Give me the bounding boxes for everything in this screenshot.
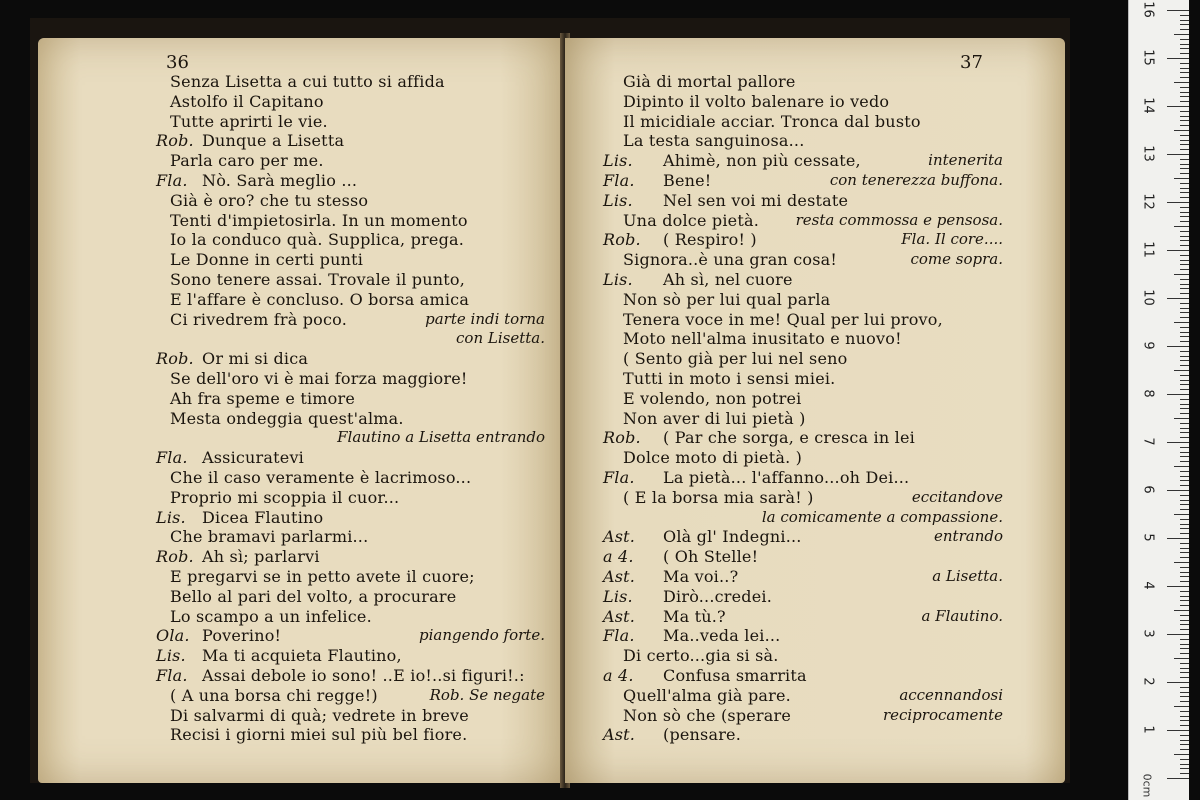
ruler-tick	[1180, 456, 1189, 457]
ruler-tick	[1174, 274, 1189, 275]
ruler-tick	[1180, 423, 1189, 424]
ruler-tick	[1180, 740, 1189, 741]
ruler-tick	[1167, 394, 1189, 395]
ruler-number: 14	[1140, 97, 1156, 114]
verse-line: Ahimè, non più cessate,	[663, 151, 861, 171]
ruler-tick	[1180, 365, 1189, 366]
verse-line: Ah sì, nel cuore	[663, 270, 793, 289]
ruler-tick	[1180, 245, 1189, 246]
ruler-number: 1	[1140, 725, 1156, 734]
stage-direction: resta commossa e pensosa.	[795, 210, 1003, 229]
speaker-label: Rob.	[156, 547, 194, 567]
speaker-label: Lis.	[603, 270, 633, 289]
right-page-number: 37	[960, 52, 983, 73]
ruler-number: 10	[1140, 289, 1156, 306]
ruler-tick	[1180, 437, 1189, 438]
ruler-tick	[1180, 480, 1189, 481]
speaker-label: Lis.	[603, 586, 633, 606]
ruler-tick	[1180, 279, 1189, 280]
speaker-label: Rob.	[156, 349, 194, 369]
ruler-tick	[1180, 413, 1189, 414]
verse-line: Tutti in moto i sensi miei.	[623, 369, 836, 388]
verse-line: ( E la borsa mia sarà! )	[623, 487, 814, 507]
verse-line: Poverino!	[202, 626, 282, 646]
ruler-tick	[1180, 24, 1189, 25]
speaker-label: Ast.	[603, 527, 636, 547]
ruler-tick	[1180, 284, 1189, 285]
verse-line: ( Sento già per lui nel seno	[623, 349, 848, 369]
ruler-tick	[1180, 269, 1189, 270]
ruler-tick	[1167, 250, 1189, 251]
ruler-tick	[1180, 701, 1189, 702]
ruler-tick	[1180, 68, 1189, 69]
ruler-tick	[1167, 730, 1189, 731]
ruler-tick	[1180, 356, 1189, 357]
ruler-tick	[1167, 202, 1189, 203]
ruler-tick	[1180, 615, 1189, 616]
verse-line: Già è oro? che tu stesso	[170, 190, 369, 210]
ruler-tick	[1167, 154, 1189, 155]
ruler-tick	[1180, 581, 1189, 582]
speaker-label: Fla.	[603, 626, 635, 646]
verse-line: Olà gl' Indegni...	[663, 527, 802, 547]
verse-line: Senza Lisetta a cui tutto si affida	[170, 72, 445, 91]
ruler-tick	[1180, 63, 1189, 64]
stage-direction: Rob. Se negate	[429, 685, 545, 704]
ruler-tick	[1180, 135, 1189, 136]
verse-line: Ah sì; parlarvi	[202, 547, 320, 567]
verse-line: Bene!	[663, 171, 712, 190]
ruler-number: 11	[1140, 241, 1156, 258]
ruler-tick	[1180, 92, 1189, 93]
ruler-tick	[1180, 404, 1189, 405]
ruler-tick	[1180, 87, 1189, 88]
ruler-tick	[1180, 384, 1189, 385]
verse-line: Il micidiale acciar. Tronca dal busto	[623, 111, 921, 131]
ruler-tick	[1180, 668, 1189, 669]
ruler-tick	[1180, 500, 1189, 501]
ruler-tick	[1180, 116, 1189, 117]
measuring-ruler	[1128, 0, 1189, 800]
ruler-number: 3	[1140, 629, 1156, 638]
verse-line: ( Respiro! )	[663, 230, 757, 250]
ruler-tick	[1180, 140, 1189, 141]
ruler-tick	[1180, 495, 1189, 496]
speaker-label: Lis.	[156, 646, 186, 666]
speaker-label: Ola.	[156, 626, 190, 646]
ruler-tick	[1180, 48, 1189, 49]
ruler-number: 8	[1140, 389, 1156, 398]
ruler-tick	[1180, 677, 1189, 678]
verse-line: Io la conduco quà. Supplica, prega.	[170, 230, 465, 250]
ruler-tick	[1180, 375, 1189, 376]
ruler-tick	[1180, 360, 1189, 361]
stage-direction: Fla. Il core....	[901, 230, 1003, 249]
speaker-label: Lis.	[603, 151, 633, 171]
ruler-tick	[1180, 260, 1189, 261]
ruler-tick	[1180, 629, 1189, 630]
speaker-label: a 4.	[603, 547, 634, 567]
ruler-tick	[1174, 610, 1189, 611]
verse-line: La testa sanguinosa...	[623, 131, 805, 151]
ruler-tick	[1180, 504, 1189, 505]
ruler-tick	[1180, 672, 1189, 673]
verse-line: Tenti d'impietosirla. In un momento	[170, 210, 468, 230]
ruler-tick	[1167, 58, 1189, 59]
ruler-tick	[1180, 207, 1189, 208]
ruler-tick	[1180, 231, 1189, 232]
stage-direction: con tenerezza buffona.	[829, 171, 1003, 189]
ruler-tick	[1180, 735, 1189, 736]
ruler-tick	[1180, 528, 1189, 529]
ruler-tick	[1180, 428, 1189, 429]
verse-line: Tenera voce in me! Qual per lui provo,	[623, 309, 943, 329]
stage-direction: come sopra.	[910, 250, 1003, 269]
ruler-tick	[1180, 663, 1189, 664]
verse-line: Ci rivedrem frà poco.	[170, 309, 348, 329]
speaker-label: a 4.	[603, 666, 634, 685]
ruler-tick	[1180, 749, 1189, 750]
ruler-tick	[1180, 197, 1189, 198]
ruler-tick	[1174, 130, 1189, 131]
verse-line: E volendo, non potrei	[623, 388, 802, 408]
ruler-tick	[1180, 120, 1189, 121]
verse-line: Di salvarmi di quà; vedrete in breve	[170, 705, 469, 725]
ruler-tick	[1167, 298, 1189, 299]
ruler-tick	[1174, 514, 1189, 515]
ruler-tick	[1174, 658, 1189, 659]
verse-line: Mesta ondeggia quest'alma.	[170, 408, 404, 428]
stage-direction: con Lisetta.	[456, 329, 545, 348]
ruler-tick	[1180, 552, 1189, 553]
ruler-tick	[1180, 692, 1189, 693]
ruler-tick	[1180, 620, 1189, 621]
ruler-number: 4	[1140, 581, 1156, 590]
speaker-label: Fla.	[156, 666, 188, 685]
verse-line: Astolfo il Capitano	[170, 91, 324, 111]
verse-line: Non sò per lui qual parla	[623, 289, 831, 309]
ruler-tick	[1180, 164, 1189, 165]
verse-line: Sono tenere assai. Trovale il punto,	[170, 270, 466, 289]
verse-line: Recisi i giorni miei sul più bel fiore.	[170, 725, 468, 745]
ruler-tick	[1180, 149, 1189, 150]
ruler-tick	[1180, 533, 1189, 534]
verse-line: Dirò...credei.	[663, 586, 772, 606]
ruler-tick	[1180, 380, 1189, 381]
verse-line: Proprio mi scoppia il cuor...	[170, 487, 400, 507]
ruler-tick	[1167, 586, 1189, 587]
speaker-label: Fla.	[603, 171, 635, 190]
ruler-tick	[1180, 317, 1189, 318]
verse-line: Lo scampo a un infelice.	[170, 606, 372, 626]
verse-line: Ma voi..?	[663, 567, 739, 586]
ruler-tick	[1180, 759, 1189, 760]
ruler-tick	[1180, 461, 1189, 462]
ruler-tick	[1180, 293, 1189, 294]
verse-line: Dunque a Lisetta	[202, 131, 345, 151]
ruler-tick	[1180, 567, 1189, 568]
right-page	[565, 38, 1065, 783]
ruler-tick	[1174, 706, 1189, 707]
ruler-tick	[1180, 720, 1189, 721]
ruler-tick	[1180, 216, 1189, 217]
verse-line: Ma..veda lei...	[663, 626, 781, 646]
ruler-tick	[1174, 562, 1189, 563]
ruler-tick	[1180, 768, 1189, 769]
verse-line: Dicea Flautino	[202, 507, 324, 527]
ruler-number: 9	[1140, 341, 1156, 350]
verse-line: Nò. Sarà meglio ...	[202, 171, 358, 190]
ruler-tick	[1180, 432, 1189, 433]
verse-line: Moto nell'alma inusitato e nuovo!	[623, 329, 902, 349]
ruler-tick	[1180, 408, 1189, 409]
ruler-number: 16	[1140, 1, 1156, 18]
speaker-label: Fla.	[603, 468, 635, 487]
ruler-tick	[1180, 341, 1189, 342]
ruler-tick	[1180, 557, 1189, 558]
verse-line: ( Oh Stelle!	[663, 547, 759, 567]
ruler-tick	[1180, 144, 1189, 145]
ruler-number: 6	[1140, 485, 1156, 494]
ruler-tick	[1180, 212, 1189, 213]
ruler-tick	[1180, 447, 1189, 448]
ruler-tick	[1180, 476, 1189, 477]
ruler-tick	[1167, 682, 1189, 683]
ruler-tick	[1167, 778, 1189, 779]
verse-line: Parla caro per me.	[170, 151, 324, 171]
speaker-label: Rob.	[603, 230, 641, 250]
ruler-tick	[1180, 519, 1189, 520]
verse-line: La pietà... l'affanno...oh Dei...	[663, 468, 910, 487]
ruler-tick	[1180, 452, 1189, 453]
stage-direction: la comicamente a compassione.	[761, 507, 1003, 526]
ruler-tick	[1180, 111, 1189, 112]
ruler-tick	[1180, 696, 1189, 697]
verse-line: Le Donne in certi punti	[170, 250, 364, 270]
ruler-tick	[1180, 644, 1189, 645]
ruler-tick	[1174, 178, 1189, 179]
ruler-tick	[1174, 82, 1189, 83]
stage-direction: a Lisetta.	[932, 567, 1003, 585]
speaker-label: Fla.	[156, 448, 188, 468]
speaker-label: Lis.	[156, 507, 186, 527]
ruler-tick	[1180, 351, 1189, 352]
stage-direction: piangendo forte.	[419, 626, 545, 645]
ruler-tick	[1180, 744, 1189, 745]
ruler-tick	[1180, 29, 1189, 30]
ruler-number: 12	[1140, 193, 1156, 210]
ruler-tick	[1180, 524, 1189, 525]
ruler-tick	[1174, 34, 1189, 35]
ruler-number: 15	[1140, 49, 1156, 66]
ruler-tick	[1180, 687, 1189, 688]
ruler-tick	[1167, 490, 1189, 491]
ruler-tick	[1180, 399, 1189, 400]
ruler-tick	[1180, 264, 1189, 265]
ruler-tick	[1180, 255, 1189, 256]
stage-direction: accennandosi	[899, 685, 1003, 704]
ruler-tick	[1180, 591, 1189, 592]
ruler-tick	[1167, 538, 1189, 539]
ruler-tick	[1174, 226, 1189, 227]
ruler-tick	[1180, 101, 1189, 102]
ruler-tick	[1180, 183, 1189, 184]
verse-line: ( A una borsa chi regge!)	[170, 685, 378, 705]
ruler-tick	[1167, 634, 1189, 635]
verse-line: Quell'alma già pare.	[623, 685, 791, 705]
verse-line: Già di mortal pallore	[623, 72, 796, 91]
verse-line: Che bramavi parlarmi...	[170, 527, 369, 547]
verse-line: Or mi si dica	[202, 349, 309, 369]
verse-line: Di certo...gia si sà.	[623, 646, 779, 666]
speaker-label: Rob.	[156, 131, 194, 151]
ruler-tick	[1180, 600, 1189, 601]
ruler-tick	[1180, 303, 1189, 304]
ruler-number: 13	[1140, 145, 1156, 162]
verse-line: Ma ti acquieta Flautino,	[202, 646, 402, 666]
ruler-tick	[1180, 96, 1189, 97]
speaker-label: Rob.	[603, 428, 641, 448]
verse-line: Tutte aprirti le vie.	[170, 111, 328, 131]
verse-line: Che il caso veramente è lacrimoso...	[170, 468, 472, 487]
ruler-tick	[1180, 572, 1189, 573]
ruler-tick	[1174, 466, 1189, 467]
ruler-number: 7	[1140, 437, 1156, 446]
verse-line: Se dell'oro vi è mai forza maggiore!	[170, 369, 468, 388]
verse-line: (pensare.	[663, 725, 742, 745]
ruler-tick	[1180, 548, 1189, 549]
ruler-tick	[1180, 173, 1189, 174]
ruler-tick	[1180, 509, 1189, 510]
ruler-tick	[1174, 370, 1189, 371]
speaker-label: Fla.	[156, 171, 188, 190]
open-book	[30, 18, 1070, 783]
ruler-tick	[1180, 288, 1189, 289]
ruler-tick	[1174, 754, 1189, 755]
ruler-tick	[1180, 653, 1189, 654]
ruler-number: 2	[1140, 677, 1156, 686]
ruler-tick	[1180, 20, 1189, 21]
ruler-tick	[1180, 236, 1189, 237]
ruler-tick	[1180, 596, 1189, 597]
ruler-tick	[1180, 72, 1189, 73]
verse-line: Non sò che (sperare	[623, 705, 792, 725]
stage-direction: reciprocamente	[882, 705, 1003, 724]
stage-direction: Flautino a Lisetta entrando	[337, 428, 545, 447]
ruler-tick	[1180, 336, 1189, 337]
ruler-tick	[1180, 576, 1189, 577]
verse-line: Ah fra speme e timore	[170, 388, 356, 408]
ruler-tick	[1180, 389, 1189, 390]
ruler-tick	[1180, 543, 1189, 544]
stage-direction: eccitandove	[911, 487, 1003, 506]
ruler-tick	[1180, 188, 1189, 189]
ruler-tick	[1180, 192, 1189, 193]
ruler-tick	[1180, 711, 1189, 712]
verse-line: ( Par che sorga, e cresca in lei	[663, 428, 915, 448]
verse-line: Una dolce pietà.	[623, 210, 760, 230]
verse-line: Confusa smarrita	[663, 666, 807, 685]
ruler-unit-label: 0cm	[1140, 773, 1154, 798]
ruler-tick	[1180, 308, 1189, 309]
verse-line: Signora..è una gran cosa!	[623, 250, 837, 270]
stage-direction: a Flautino.	[921, 606, 1003, 625]
speaker-label: Ast.	[603, 567, 636, 586]
left-page	[38, 38, 563, 783]
verse-line: E pregarvi se in petto avete il cuore;	[170, 567, 475, 586]
ruler-tick	[1180, 648, 1189, 649]
left-page-number: 36	[166, 52, 189, 73]
verse-line: Dipinto il volto balenare io vedo	[623, 91, 890, 111]
ruler-tick	[1180, 725, 1189, 726]
ruler-tick	[1180, 605, 1189, 606]
ruler-number: 5	[1140, 533, 1156, 542]
ruler-tick	[1180, 624, 1189, 625]
verse-line: Ma tù.?	[663, 606, 726, 626]
ruler-tick	[1180, 332, 1189, 333]
verse-line: Bello al pari del volto, a procurare	[170, 586, 457, 606]
ruler-tick	[1180, 125, 1189, 126]
ruler-tick	[1180, 240, 1189, 241]
ruler-tick	[1180, 44, 1189, 45]
stage-direction: intenerita	[928, 151, 1003, 170]
speaker-label: Lis.	[603, 190, 633, 210]
verse-line: E l'affare è concluso. O borsa amica	[170, 289, 470, 309]
stage-direction: entrando	[934, 527, 1003, 546]
ruler-tick	[1167, 346, 1189, 347]
ruler-tick	[1180, 773, 1189, 774]
speaker-label: Ast.	[603, 725, 636, 745]
speaker-label: Ast.	[603, 606, 636, 626]
ruler-tick	[1180, 221, 1189, 222]
verse-line: Assai debole io sono! ..E io!..si figuri!.:	[202, 666, 525, 685]
ruler-tick	[1167, 442, 1189, 443]
ruler-tick	[1180, 15, 1189, 16]
ruler-tick	[1180, 39, 1189, 40]
ruler-tick	[1167, 106, 1189, 107]
ruler-tick	[1180, 168, 1189, 169]
ruler-tick	[1180, 159, 1189, 160]
ruler-tick	[1180, 716, 1189, 717]
ruler-tick	[1180, 312, 1189, 313]
ruler-tick	[1180, 471, 1189, 472]
ruler-tick	[1180, 485, 1189, 486]
ruler-tick	[1174, 322, 1189, 323]
ruler-tick	[1180, 764, 1189, 765]
ruler-tick	[1180, 53, 1189, 54]
verse-line: Non aver di lui pietà )	[623, 408, 806, 428]
ruler-tick	[1180, 639, 1189, 640]
verse-line: Nel sen voi mi destate	[663, 190, 849, 210]
ruler-tick	[1174, 418, 1189, 419]
ruler-tick	[1180, 327, 1189, 328]
ruler-tick	[1180, 77, 1189, 78]
verse-line: Assicuratevi	[202, 448, 305, 468]
ruler-tick	[1167, 10, 1189, 11]
stage-direction: parte indi torna	[425, 309, 545, 328]
verse-line: Dolce moto di pietà. )	[623, 448, 803, 468]
